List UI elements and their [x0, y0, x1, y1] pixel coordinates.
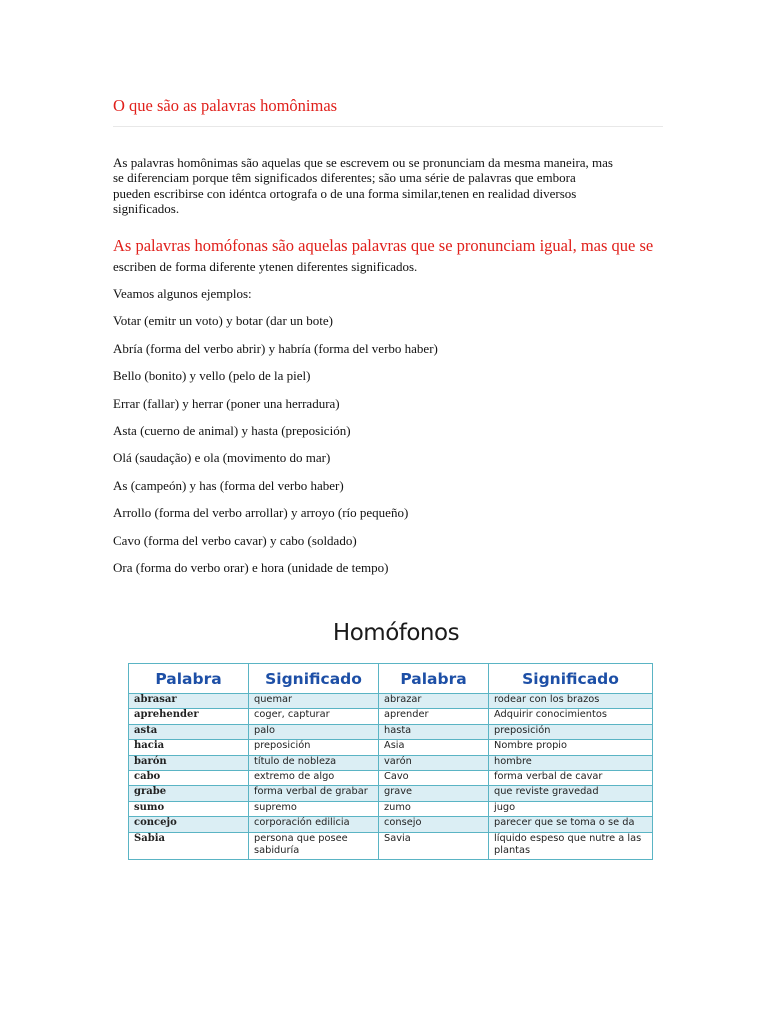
table-cell: concejo — [129, 817, 249, 832]
table-header-row — [129, 664, 653, 694]
table-cell: supremo — [249, 801, 379, 816]
example-item: Votar (emitr un voto) y botar (dar un bote) — [113, 313, 333, 329]
table-cell: Savia — [379, 832, 489, 859]
table-cell: quemar — [249, 694, 379, 709]
table-cell: aprehender — [129, 709, 249, 724]
table-row — [129, 694, 653, 709]
column-header: Palabra — [129, 664, 249, 694]
table-cell: abrasar — [129, 694, 249, 709]
table-row — [129, 755, 653, 770]
section-title: O que são as palavras homônimas — [113, 96, 338, 115]
intro-line: significados. — [113, 200, 180, 216]
intro-line: pueden escribirse con idéntca ortografa o de una forma similar,tenen en realidad diversos — [113, 185, 577, 201]
table-cell: consejo — [379, 817, 489, 832]
examples-intro: Veamos algunos ejemplos: — [113, 286, 252, 301]
table-cell: persona que posee sabiduría — [249, 832, 379, 859]
column-header: Significado — [489, 664, 653, 694]
table-cell: varón — [379, 755, 489, 770]
table-cell: Nombre propio — [489, 740, 653, 755]
table-row — [129, 709, 653, 724]
table-cell: asta — [129, 724, 249, 739]
table-cell: aprender — [379, 709, 489, 724]
column-header: Palabra — [379, 664, 489, 694]
example-item: Cavo (forma del verbo cavar) y cabo (soldado) — [113, 532, 357, 548]
title-divider — [113, 126, 663, 127]
table-cell: forma verbal de cavar — [489, 770, 653, 785]
example-item: Abría (forma del verbo abrir) y habría (forma del verbo haber) — [113, 340, 438, 356]
table-cell: corporación edilicia — [249, 817, 379, 832]
homophones-table — [128, 663, 653, 860]
example-item: Bello (bonito) y vello (pelo de la piel) — [113, 368, 311, 384]
table-cell: Cavo — [379, 770, 489, 785]
table-cell: que reviste gravedad — [489, 786, 653, 801]
table-cell: coger, capturar — [249, 709, 379, 724]
table-row — [129, 724, 653, 739]
example-item: Olá (saudação) e ola (movimento do mar) — [113, 450, 331, 466]
table-cell: parecer que se toma o se da — [489, 817, 653, 832]
table-cell: hombre — [489, 755, 653, 770]
table-cell: título de nobleza — [249, 755, 379, 770]
table-cell: sumo — [129, 801, 249, 816]
table-cell: líquido espeso que nutre a las plantas — [489, 832, 653, 859]
table-cell: Adquirir conocimientos — [489, 709, 653, 724]
homofonas-heading: As palavras homófonas são aquelas palavras que se pronunciam igual, mas que se — [113, 236, 654, 255]
table-row — [129, 817, 653, 832]
homofonas-continuation: escriben de forma diferente ytenen diferentes significados. — [113, 259, 418, 274]
table-cell: jugo — [489, 801, 653, 816]
table-cell: extremo de algo — [249, 770, 379, 785]
example-item: Arrollo (forma del verbo arrollar) y arroyo (río pequeño) — [113, 505, 409, 521]
table-cell: Asia — [379, 740, 489, 755]
example-item: Errar (fallar) y herrar (poner una herradura) — [113, 395, 340, 411]
table-cell: forma verbal de grabar — [249, 786, 379, 801]
table-cell: Sabia — [129, 832, 249, 859]
table-cell: preposición — [249, 740, 379, 755]
table-row — [129, 740, 653, 755]
table-cell: rodear con los brazos — [489, 694, 653, 709]
table-cell: barón — [129, 755, 249, 770]
table-cell: palo — [249, 724, 379, 739]
table-cell: hacia — [129, 740, 249, 755]
column-header: Significado — [249, 664, 379, 694]
table-row — [129, 770, 653, 785]
table-cell: grabe — [129, 786, 249, 801]
example-item: As (campeón) y has (forma del verbo haber) — [113, 477, 344, 493]
table-row — [129, 786, 653, 801]
table-cell: zumo — [379, 801, 489, 816]
table-cell: hasta — [379, 724, 489, 739]
example-item: Asta (cuerno de animal) y hasta (preposición) — [113, 422, 351, 438]
intro-line: As palavras homônimas são aquelas que se escrevem ou se pronunciam da mesma maneira, mas — [113, 155, 613, 170]
table-row — [129, 832, 653, 859]
table-title: Homófonos — [332, 620, 460, 646]
table-row — [129, 801, 653, 816]
examples-list — [113, 286, 438, 587]
table-cell: abrazar — [379, 694, 489, 709]
table-cell: grave — [379, 786, 489, 801]
intro-line: se diferenciam porque têm significados diferentes; são uma série de palavras que embora — [113, 170, 576, 186]
example-item: Ora (forma do verbo orar) e hora (unidade de tempo) — [113, 559, 389, 575]
table-cell: preposición — [489, 724, 653, 739]
intro-paragraph — [113, 155, 653, 216]
table-cell: cabo — [129, 770, 249, 785]
